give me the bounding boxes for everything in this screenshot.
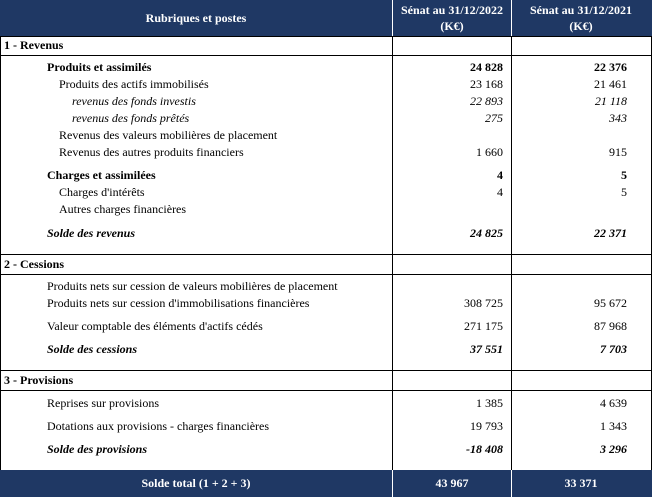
subtotal-row [0,441,652,458]
section-heading-row [0,37,652,54]
row-label: revenus des fonds prêtés [72,111,190,125]
table-row [0,167,652,184]
row-label: Produits et assimilés [47,60,152,74]
section-separator [0,370,652,371]
subtotal-row [0,225,652,242]
header-divider [511,0,512,36]
header-2021-cell [512,0,650,36]
value-2021: 915 [609,145,627,159]
header-col-label: Rubriques et postes [145,11,247,25]
value-2022: 19 793 [470,419,503,433]
row-label: Solde des provisions [47,442,148,456]
header-label-cell [0,0,392,36]
table-row [0,127,652,144]
value-2022: 4 [497,185,503,199]
subtotal-row [0,341,652,358]
footer-divider [511,470,512,497]
header-2021-line2: (K€) [569,19,593,33]
value-2021: 95 672 [594,296,627,310]
section-title: 1 - Revenus [4,38,64,52]
section-title: 3 - Provisions [4,373,74,387]
row-label: Solde des revenus [47,226,135,240]
row-label: Produits des actifs immobilisés [59,77,209,91]
section-separator [0,274,652,275]
section-heading-row [0,256,652,273]
value-2021: 21 461 [594,77,627,91]
value-2022: 271 175 [464,319,503,333]
value-2022: 1 385 [476,396,503,410]
value-2021: 22 376 [594,60,627,74]
table-row [0,278,652,295]
table-row [0,93,652,110]
section-title: 2 - Cessions [4,257,65,271]
footer-divider [392,470,393,497]
table-row [0,295,652,312]
value-2021: 7 703 [600,342,627,356]
value-2022: -18 408 [466,442,503,456]
value-2021: 5 [621,185,627,199]
total-label-cell [0,470,392,497]
row-label: Dotations aux provisions - charges financières [47,419,270,433]
row-label: Solde des cessions [47,342,137,356]
value-2021: 4 639 [600,396,627,410]
row-label: Charges d'intérêts [59,185,145,199]
total-2021-cell [512,470,650,497]
table-row [0,395,652,412]
value-2022: 23 168 [470,77,503,91]
row-label: Valeur comptable des éléments d'actifs cédés [47,319,263,333]
table-row [0,110,652,127]
header-divider [392,0,393,36]
value-2022: 275 [485,111,503,125]
value-2021: 5 [621,168,627,182]
value-2022: 37 551 [470,342,503,356]
value-2021: 87 968 [594,319,627,333]
value-2022: 308 725 [464,296,503,310]
section-heading-row [0,372,652,389]
table-row [0,418,652,435]
section-separator [0,55,652,56]
row-label: Produits nets sur cession de valeurs mobilières de placement [47,279,338,293]
value-2022: 1 660 [476,145,503,159]
section-separator [0,390,652,391]
row-label: Revenus des valeurs mobilières de placement [59,128,278,142]
value-2021: 22 371 [594,226,627,240]
value-2022: 24 828 [470,60,503,74]
total-label: Solde total (1 + 2 + 3) [141,476,251,490]
table-row [0,76,652,93]
table-row [0,318,652,335]
value-2022: 22 893 [470,94,503,108]
table-row [0,184,652,201]
header-2021-line1: Sénat au 31/12/2021 [529,3,632,17]
value-2022: 24 825 [470,226,503,240]
header-2022-cell [393,0,511,36]
row-label: Autres charges financières [59,202,187,216]
row-label: Revenus des autres produits financiers [59,145,244,159]
value-2021: 1 343 [600,419,627,433]
table-row [0,59,652,76]
total-2022-cell [393,470,511,497]
table-row [0,201,652,218]
header-2022-line2: (K€) [440,19,464,33]
header-2022-line1: Sénat au 31/12/2022 [400,3,503,17]
total-2021: 33 371 [564,476,598,490]
row-label: Charges et assimilées [47,168,156,182]
table-row [0,144,652,161]
row-label: Produits nets sur cession d'immobilisations financières [47,296,310,310]
table-header [0,0,652,36]
value-2021: 21 118 [594,94,627,108]
row-label: revenus des fonds investis [72,94,196,108]
value-2021: 3 296 [600,442,627,456]
section-separator [0,254,652,255]
total-2022: 43 967 [435,476,469,490]
row-label: Reprises sur provisions [47,396,159,410]
value-2022: 4 [497,168,503,182]
total-row [0,470,652,497]
value-2021: 343 [609,111,627,125]
